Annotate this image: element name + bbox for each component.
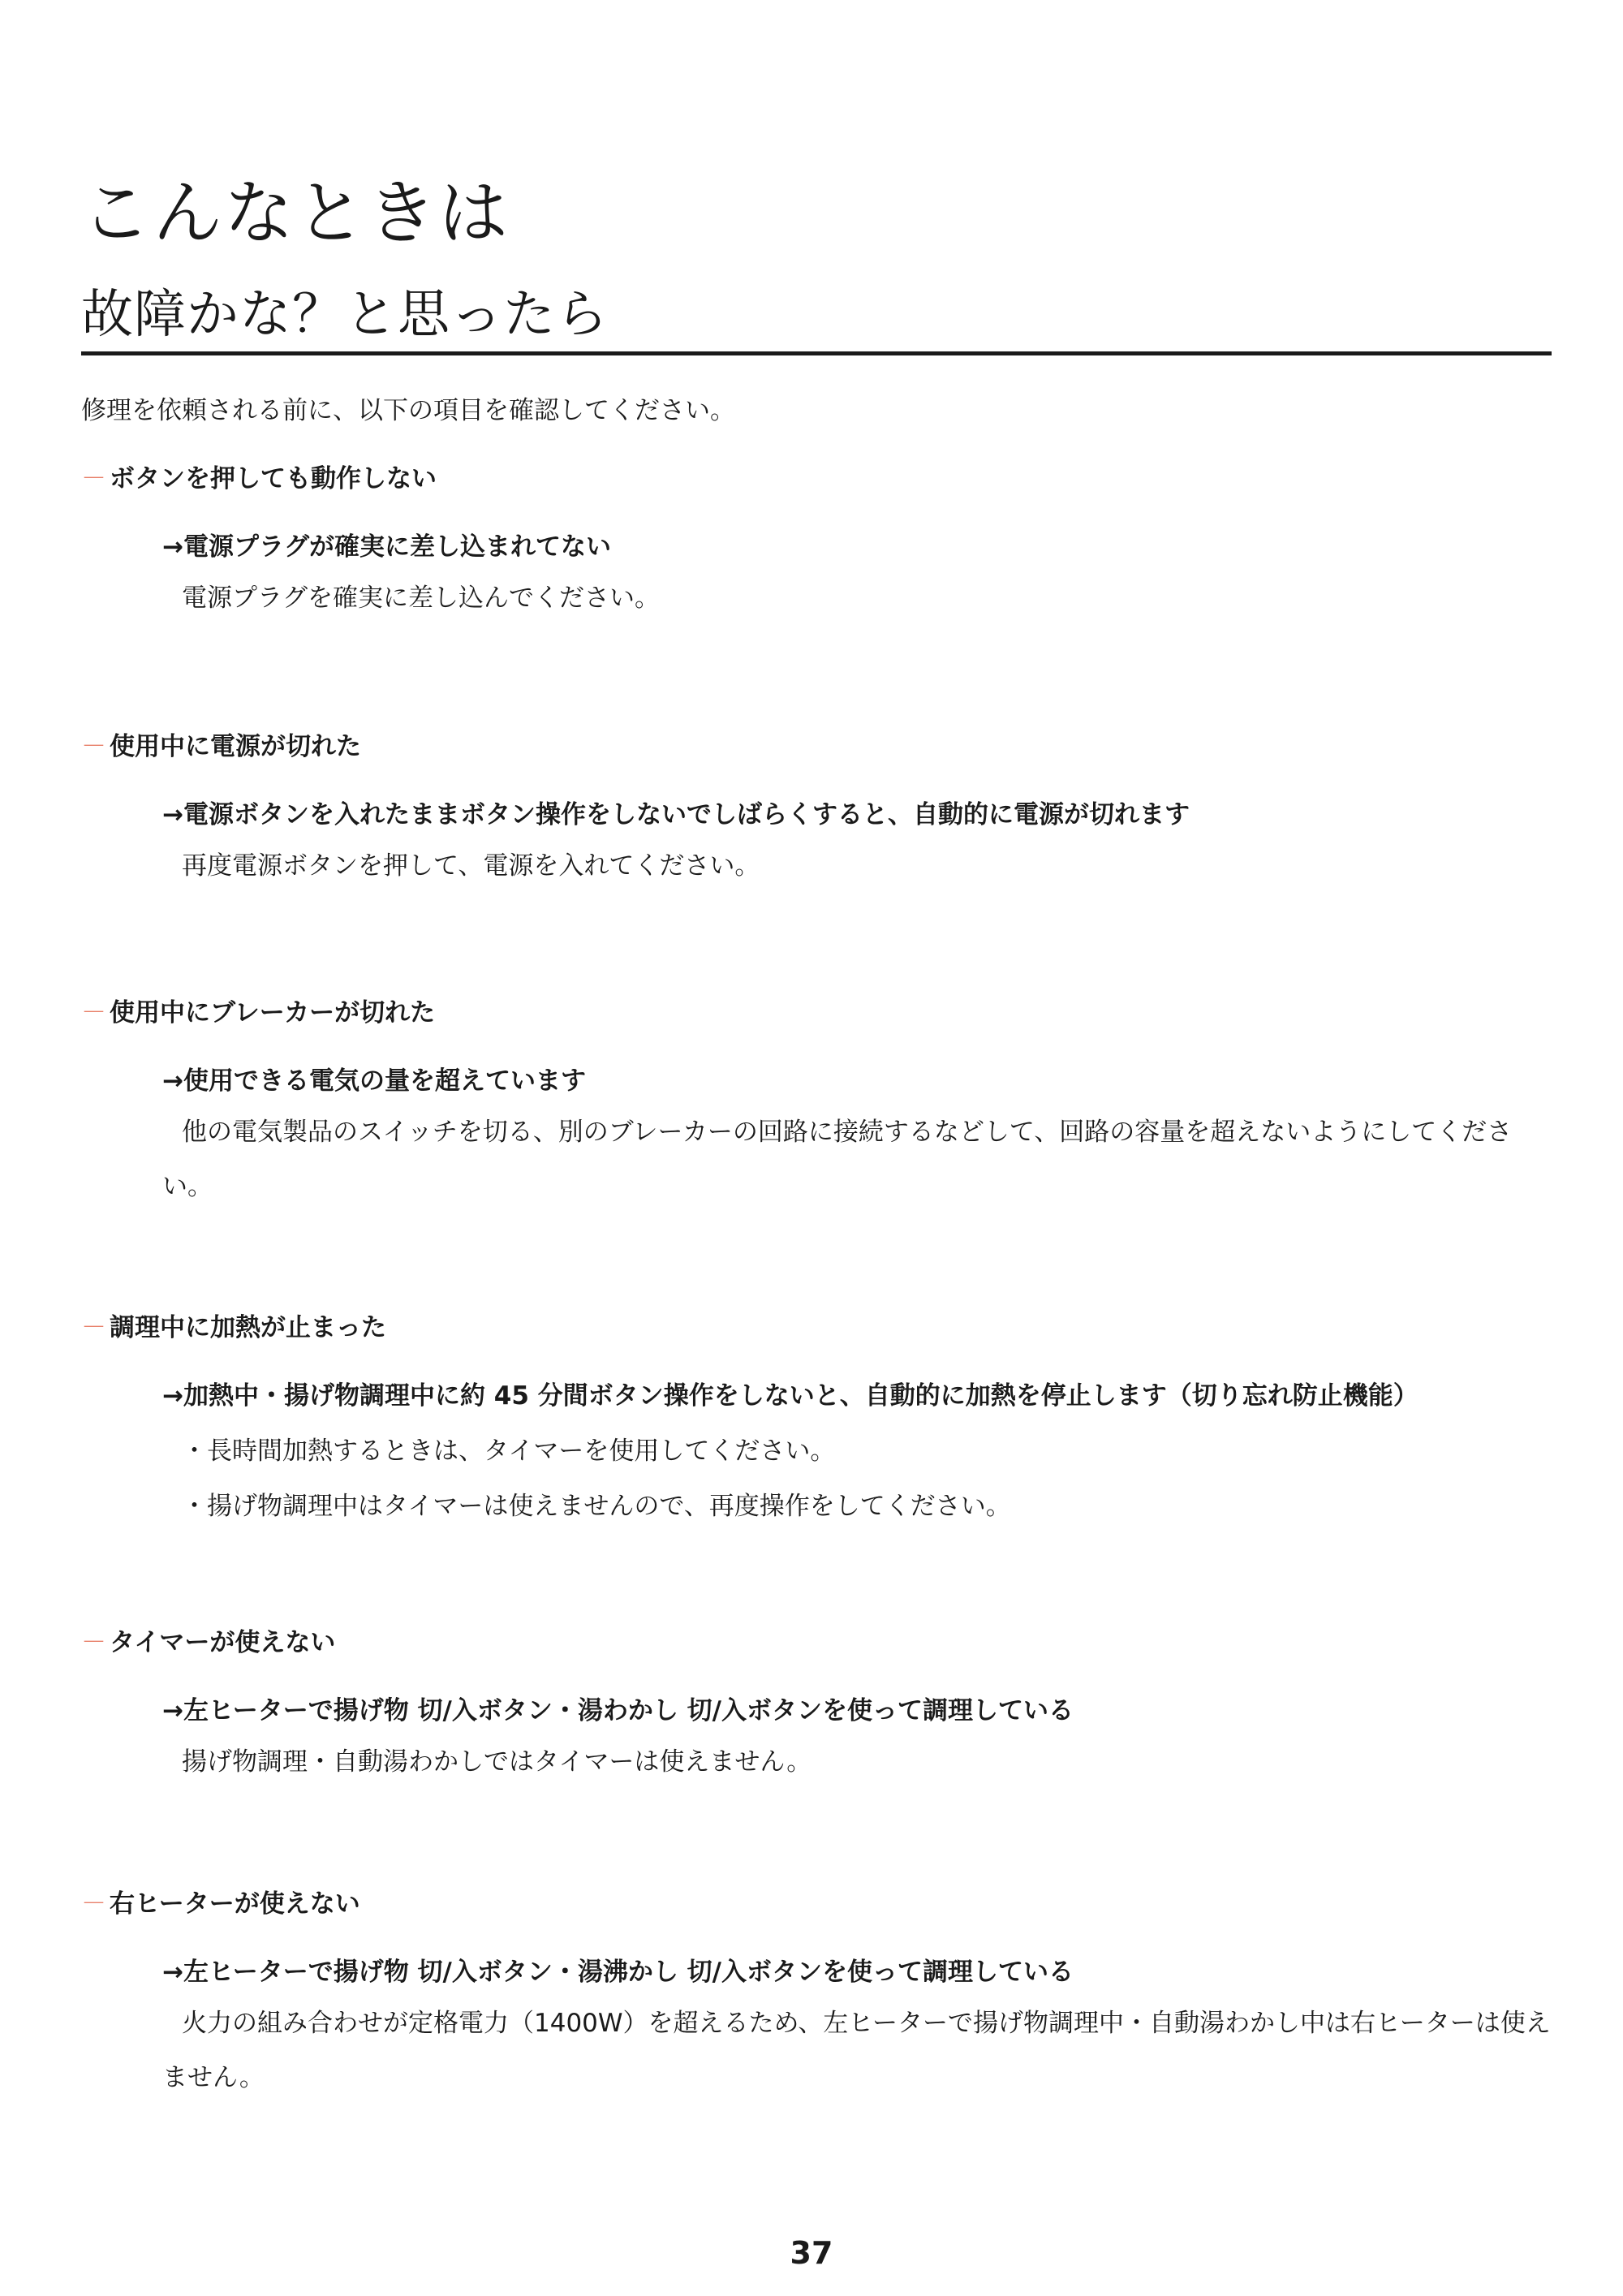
- cause-text: →使用できる電気の量を超えています: [162, 1066, 586, 1096]
- dash-marker: －: [81, 464, 106, 493]
- symptom-heading: [81, 1625, 1558, 1661]
- symptom-text: 調理中に加熱が止まった: [110, 1313, 386, 1342]
- dash-marker: －: [81, 1628, 106, 1657]
- cause-text: →電源ボタンを入れたままボタン操作をしないでしばらくすると、自動的に電源が切れます: [162, 800, 1190, 829]
- list-item: ・長時間加熱するときは、タイマーを使用してください。: [182, 1437, 836, 1466]
- symptom-heading: [81, 729, 1558, 765]
- symptom-heading: [81, 995, 1558, 1031]
- list-item: ・揚げ物調理中はタイマーは使えませんので、再度操作をしてください。: [182, 1492, 1011, 1521]
- troubleshooting-entry: [81, 1886, 1558, 2105]
- symptom-text: ボタンを押しても動作しない: [110, 464, 437, 493]
- title-underline: [81, 351, 1552, 355]
- remedy-text: 再度電源ボタンを押して、電源を入れてください。: [182, 851, 760, 881]
- troubleshooting-entry: [81, 461, 1558, 626]
- remedy-text: 電源プラグを確実に差し込んでください。: [182, 584, 660, 613]
- cause-text: →左ヒーターで揚げ物 切/入ボタン・湯わかし 切/入ボタンを使って調理している: [162, 1696, 1074, 1725]
- troubleshooting-entry: [81, 729, 1558, 894]
- dash-marker: －: [81, 732, 106, 761]
- cause-text: →電源プラグが確実に差し込まれてない: [162, 532, 611, 562]
- symptom-text: タイマーが使えない: [110, 1628, 336, 1657]
- section-title: 故障かな？と思ったら: [81, 285, 609, 345]
- symptom-heading: [81, 1886, 1558, 1922]
- remedy-text: 他の電気製品のスイッチを切る、別のブレーカーの回路に接続するなどして、回路の容量を超えないようにしてください。: [162, 1118, 1513, 1201]
- remedy-text: 揚げ物調理・自動湯わかしではタイマーは使えません。: [182, 1747, 812, 1777]
- symptom-heading: [81, 461, 1558, 497]
- symptom-heading: [81, 1310, 1558, 1346]
- remedy-text: 火力の組み合わせが定格電力（1400W）を超えるため、左ヒーターで揚げ物調理中・自動湯わかし中は右ヒーターは使えません。: [162, 2009, 1551, 2092]
- troubleshooting-entry: [81, 1625, 1558, 1790]
- page-number: 37: [790, 2235, 833, 2271]
- dash-marker: －: [81, 998, 106, 1027]
- dash-marker: －: [81, 1889, 106, 1919]
- intro-text: 修理を依頼される前に、以下の項目を確認してください。: [81, 396, 735, 425]
- symptom-text: 使用中に電源が切れた: [110, 732, 361, 761]
- cause-text: →加熱中・揚げ物調理中に約 45 分間ボタン操作をしないと、自動的に加熱を停止します（切り忘れ防止機能）: [162, 1381, 1419, 1411]
- symptom-text: 使用中にブレーカーが切れた: [110, 998, 436, 1027]
- symptom-text: 右ヒーターが使えない: [110, 1889, 360, 1919]
- troubleshooting-entry: [81, 995, 1558, 1214]
- cause-text: →左ヒーターで揚げ物 切/入ボタン・湯沸かし 切/入ボタンを使って調理している: [162, 1958, 1074, 1987]
- page-title: こんなときは: [81, 173, 510, 254]
- dash-marker: －: [81, 1313, 106, 1342]
- troubleshooting-entry: [81, 1310, 1558, 1544]
- remedy-list: [162, 1433, 1558, 1524]
